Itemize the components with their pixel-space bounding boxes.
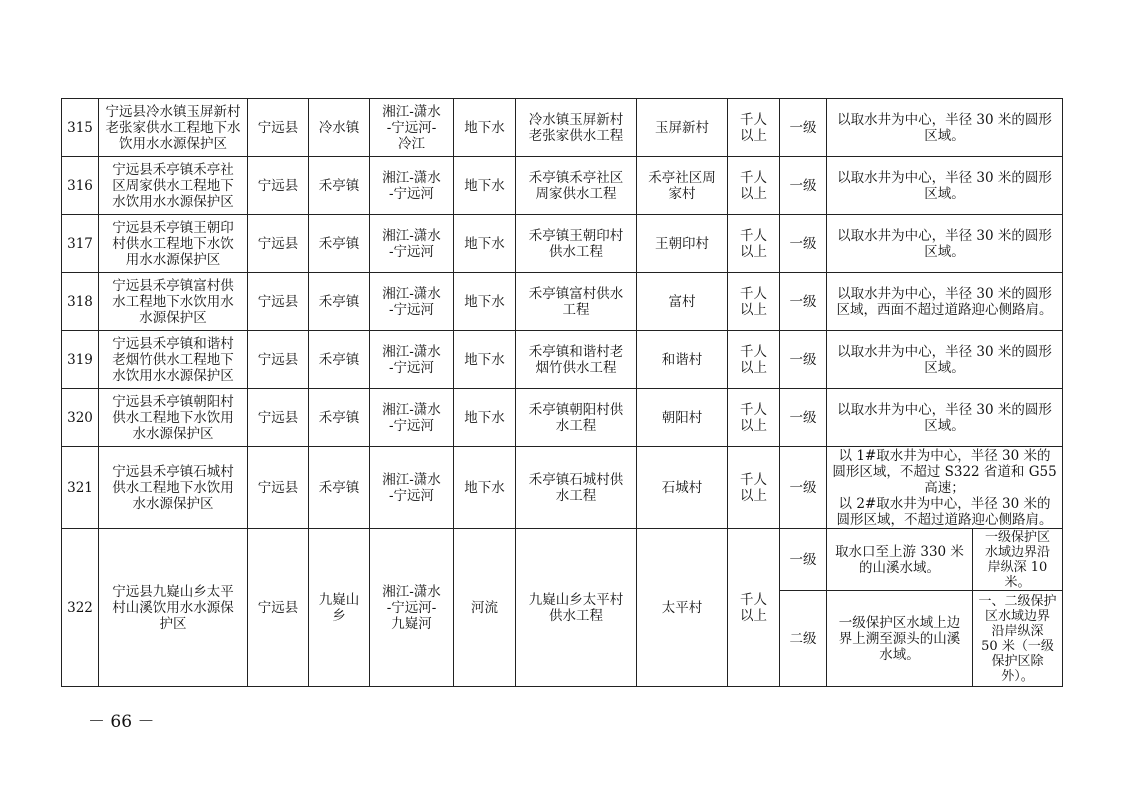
cell-no: 322 [62, 529, 99, 687]
cell-level: 一级 [780, 273, 827, 331]
cell-no: 317 [62, 215, 99, 273]
cell-basin: 湘江-潇水 -宁远河 [370, 273, 454, 331]
cell-village: 朝阳村 [637, 389, 728, 447]
cell-town: 禾亭镇 [309, 273, 370, 331]
cell-town: 禾亭镇 [309, 157, 370, 215]
table-row-322 [62, 529, 1063, 591]
cell-project: 禾亭镇石城村供 水工程 [516, 447, 637, 529]
cell-village: 和谐村 [637, 331, 728, 389]
cell-name: 宁远县禾亭镇朝阳村 供水工程地下水饮用 水水源保护区 [99, 389, 248, 447]
cell-no: 321 [62, 447, 99, 529]
table-row [62, 331, 1063, 389]
cell-scale: 千人 以上 [728, 447, 780, 529]
cell-village: 富村 [637, 273, 728, 331]
cell-water-scope-2: 一级保护区水域上边 界上溯至源头的山溪 水域。 [827, 591, 973, 687]
page-number: － 66 － [88, 712, 155, 732]
cell-project: 禾亭镇王朝印村 供水工程 [516, 215, 637, 273]
cell-village: 石城村 [637, 447, 728, 529]
cell-basin: 湘江-潇水 -宁远河 [370, 389, 454, 447]
cell-scale: 千人 以上 [728, 529, 780, 687]
cell-no: 319 [62, 331, 99, 389]
cell-type: 河流 [454, 529, 516, 687]
source-protection-table [61, 98, 1063, 687]
cell-no: 316 [62, 157, 99, 215]
cell-level: 一级 [780, 331, 827, 389]
cell-name: 宁远县禾亭镇王朝印 村供水工程地下水饮 用水水源保护区 [99, 215, 248, 273]
cell-water-scope-1: 取水口至上游 330 米 的山溪水域。 [827, 529, 973, 591]
cell-scale: 千人 以上 [728, 99, 780, 157]
cell-type: 地下水 [454, 215, 516, 273]
cell-scale: 千人 以上 [728, 331, 780, 389]
cell-no: 320 [62, 389, 99, 447]
cell-name: 宁远县禾亭镇禾亭社 区周家供水工程地下 水饮用水水源保护区 [99, 157, 248, 215]
cell-basin: 湘江-潇水 -宁远河 [370, 215, 454, 273]
cell-name: 宁远县禾亭镇和谐村 老烟竹供水工程地下 水饮用水水源保护区 [99, 331, 248, 389]
cell-scale: 千人 以上 [728, 215, 780, 273]
cell-county: 宁远县 [248, 331, 309, 389]
cell-name: 宁远县禾亭镇富村供 水工程地下水饮用水 水源保护区 [99, 273, 248, 331]
cell-county: 宁远县 [248, 273, 309, 331]
table-row [62, 99, 1063, 157]
cell-town: 冷水镇 [309, 99, 370, 157]
cell-level: 一级 [780, 447, 827, 529]
cell-scope: 以取水井为中心，半径 30 米的圆形 区域。 [827, 389, 1063, 447]
cell-village: 王朝印村 [637, 215, 728, 273]
table-row [62, 215, 1063, 273]
cell-level: 一级 [780, 389, 827, 447]
cell-project: 禾亭镇富村供水 工程 [516, 273, 637, 331]
cell-project: 禾亭镇和谐村老 烟竹供水工程 [516, 331, 637, 389]
table-row [62, 157, 1063, 215]
cell-basin: 湘江-潇水 -宁远河- 冷江 [370, 99, 454, 157]
cell-basin: 湘江-潇水 -宁远河 [370, 331, 454, 389]
cell-scale: 千人 以上 [728, 157, 780, 215]
cell-county: 宁远县 [248, 157, 309, 215]
cell-type: 地下水 [454, 331, 516, 389]
cell-county: 宁远县 [248, 215, 309, 273]
cell-project: 九嶷山乡太平村 供水工程 [516, 529, 637, 687]
cell-scope: 以取水井为中心，半径 30 米的圆形 区域，西面不超过道路迎心侧路肩。 [827, 273, 1063, 331]
cell-scope: 以 1#取水井为中心，半径 30 米的 圆形区域，不超过 S322 省道和 G55 高速； 以 2#取水井为中心，半径 30 米的 圆形区域，不超过道路迎心侧路肩。 [827, 447, 1063, 529]
cell-level-2: 二级 [780, 591, 827, 687]
cell-village: 太平村 [637, 529, 728, 687]
cell-county: 宁远县 [248, 447, 309, 529]
cell-no: 315 [62, 99, 99, 157]
cell-scope: 以取水井为中心，半径 30 米的圆形 区域。 [827, 331, 1063, 389]
cell-name: 宁远县禾亭镇石城村 供水工程地下水饮用 水水源保护区 [99, 447, 248, 529]
cell-land-scope-1: 一级保护区 水域边界沿 岸纵深 10 米。 [973, 529, 1063, 591]
cell-type: 地下水 [454, 273, 516, 331]
cell-level-1: 一级 [780, 529, 827, 591]
cell-type: 地下水 [454, 157, 516, 215]
cell-town: 禾亭镇 [309, 215, 370, 273]
cell-name: 宁远县冷水镇玉屏新村 老张家供水工程地下水 饮用水水源保护区 [99, 99, 248, 157]
table-row [62, 447, 1063, 529]
cell-town: 九嶷山 乡 [309, 529, 370, 687]
cell-town: 禾亭镇 [309, 447, 370, 529]
cell-scope: 以取水井为中心，半径 30 米的圆形 区域。 [827, 215, 1063, 273]
cell-county: 宁远县 [248, 389, 309, 447]
cell-town: 禾亭镇 [309, 331, 370, 389]
cell-county: 宁远县 [248, 529, 309, 687]
cell-level: 一级 [780, 99, 827, 157]
cell-scope: 以取水井为中心，半径 30 米的圆形 区域。 [827, 157, 1063, 215]
cell-level: 一级 [780, 157, 827, 215]
table-row [62, 389, 1063, 447]
cell-project: 禾亭镇朝阳村供 水工程 [516, 389, 637, 447]
table-row [62, 273, 1063, 331]
cell-land-scope-2: 一、二级保护 区水域边界 沿岸纵深 50 米（一级 保护区除 外）。 [973, 591, 1063, 687]
cell-basin: 湘江-潇水 -宁远河 [370, 447, 454, 529]
cell-type: 地下水 [454, 389, 516, 447]
cell-type: 地下水 [454, 99, 516, 157]
cell-type: 地下水 [454, 447, 516, 529]
cell-town: 禾亭镇 [309, 389, 370, 447]
cell-village: 玉屏新村 [637, 99, 728, 157]
cell-project: 禾亭镇禾亭社区 周家供水工程 [516, 157, 637, 215]
cell-no: 318 [62, 273, 99, 331]
cell-basin: 湘江-潇水 -宁远河 [370, 157, 454, 215]
cell-name: 宁远县九嶷山乡太平 村山溪饮用水水源保 护区 [99, 529, 248, 687]
cell-level: 一级 [780, 215, 827, 273]
cell-scope: 以取水井为中心，半径 30 米的圆形 区域。 [827, 99, 1063, 157]
cell-village: 禾亭社区周 家村 [637, 157, 728, 215]
cell-scale: 千人 以上 [728, 273, 780, 331]
cell-scale: 千人 以上 [728, 389, 780, 447]
cell-basin: 湘江-潇水 -宁远河- 九嶷河 [370, 529, 454, 687]
cell-project: 冷水镇玉屏新村 老张家供水工程 [516, 99, 637, 157]
cell-county: 宁远县 [248, 99, 309, 157]
